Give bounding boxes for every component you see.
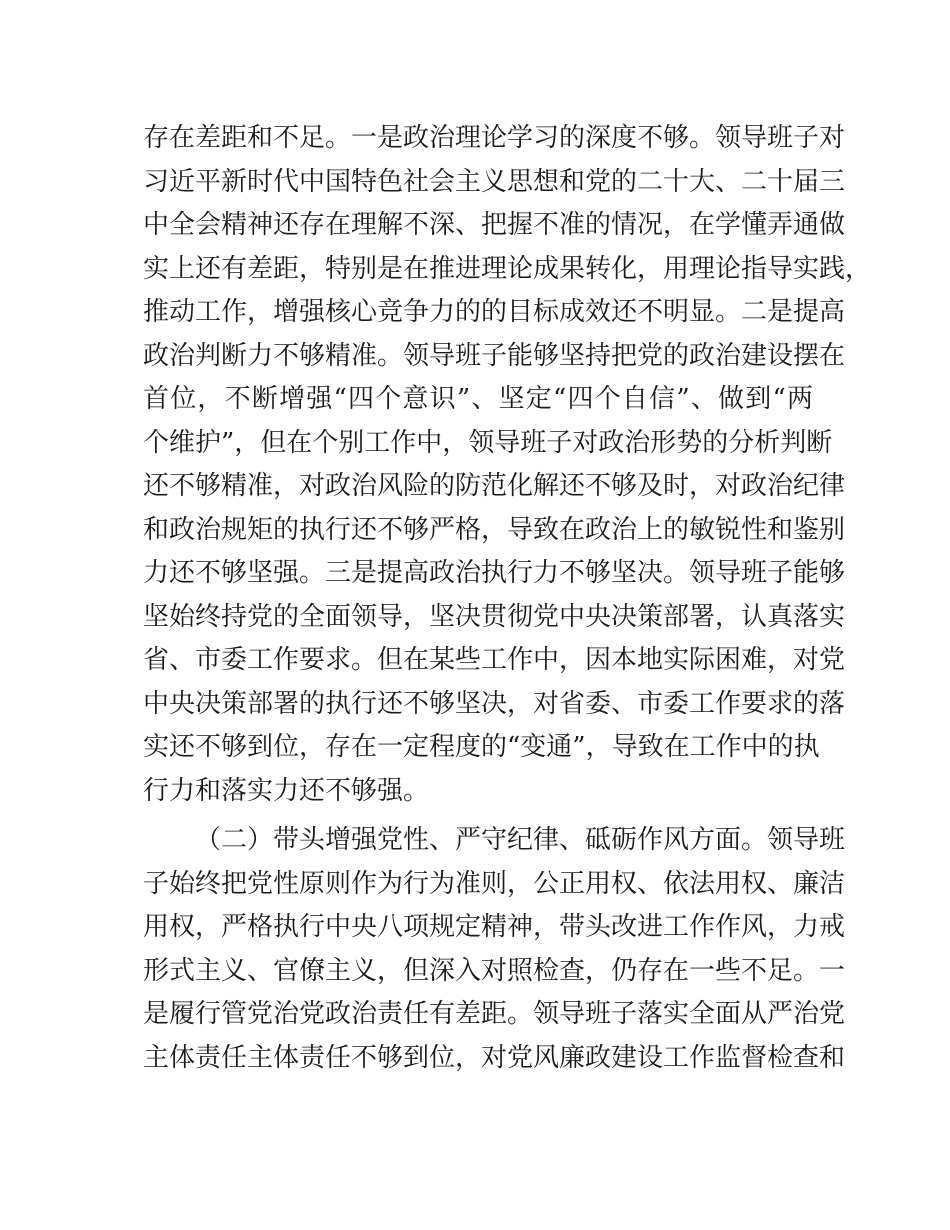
text-line: 中央决策部署的执行还不够坚决，对省委、市委工作要求的落 <box>143 688 846 719</box>
text-line: 个维护”，但在个别工作中，领导班子对政治形势的分析判断 <box>143 427 833 458</box>
document-body <box>143 117 872 1080</box>
text-line: 实上还有差距，特别是在推进理论成果转化，用理论指导实践， <box>143 253 872 284</box>
text-line: 主体责任主体责任不够到位，对党风廉政建设工作监督检查和 <box>143 1042 846 1073</box>
text-line: 政治判断力不够精准。领导班子能够坚持把党的政治建设摆在 <box>143 340 846 371</box>
text-line: 形式主义、官僚主义，但深入对照检查，仍存在一些不足。一 <box>143 955 846 986</box>
paragraph-political-theory <box>143 117 872 813</box>
text-line: 首位，不断增强“四个意识”、坚定“四个自信”、做到“两 <box>143 384 813 414</box>
text-line: 和政治规矩的执行还不够严格，导致在政治上的敏锐性和鉴别 <box>143 514 846 545</box>
text-line: 中全会精神还存在理解不深、把握不准的情况，在学懂弄通做 <box>143 210 846 240</box>
text-line: 推动工作，增强核心竞争力的的目标成效还不明显。二是提高 <box>143 297 846 327</box>
paragraph-party-discipline <box>143 819 846 1080</box>
text-line: 用权，严格执行中央八项规定精神，带头改进工作作风，力戒 <box>143 912 846 942</box>
text-line: （二）带头增强党性、严守纪律、砥砺作风方面。领导班 <box>195 825 846 855</box>
text-line: 行力和落实力还不够强。 <box>143 775 430 806</box>
text-line: 是履行管党治党政治责任有差距。领导班子落实全面从严治党 <box>143 999 846 1029</box>
text-line: 子始终把党性原则作为行为准则，公正用权、依法用权、廉洁 <box>143 868 846 899</box>
text-line: 还不够精准，对政治风险的防范化解还不够及时，对政治纪律 <box>143 471 846 501</box>
text-line: 坚始终持党的全面领导，坚决贯彻党中央决策部署，认真落实 <box>143 601 846 632</box>
text-line: 存在差距和不足。一是政治理论学习的深度不够。领导班子对 <box>143 123 846 153</box>
text-line: 实还不够到位，存在一定程度的“变通”，导致在工作中的执 <box>143 732 820 762</box>
text-line: 力还不够坚强。三是提高政治执行力不够坚决。领导班子能够 <box>143 558 846 588</box>
text-line: 省、市委工作要求。但在某些工作中，因本地实际困难，对党 <box>143 645 846 675</box>
text-line: 习近平新时代中国特色社会主义思想和党的二十大、二十届三 <box>143 166 846 197</box>
